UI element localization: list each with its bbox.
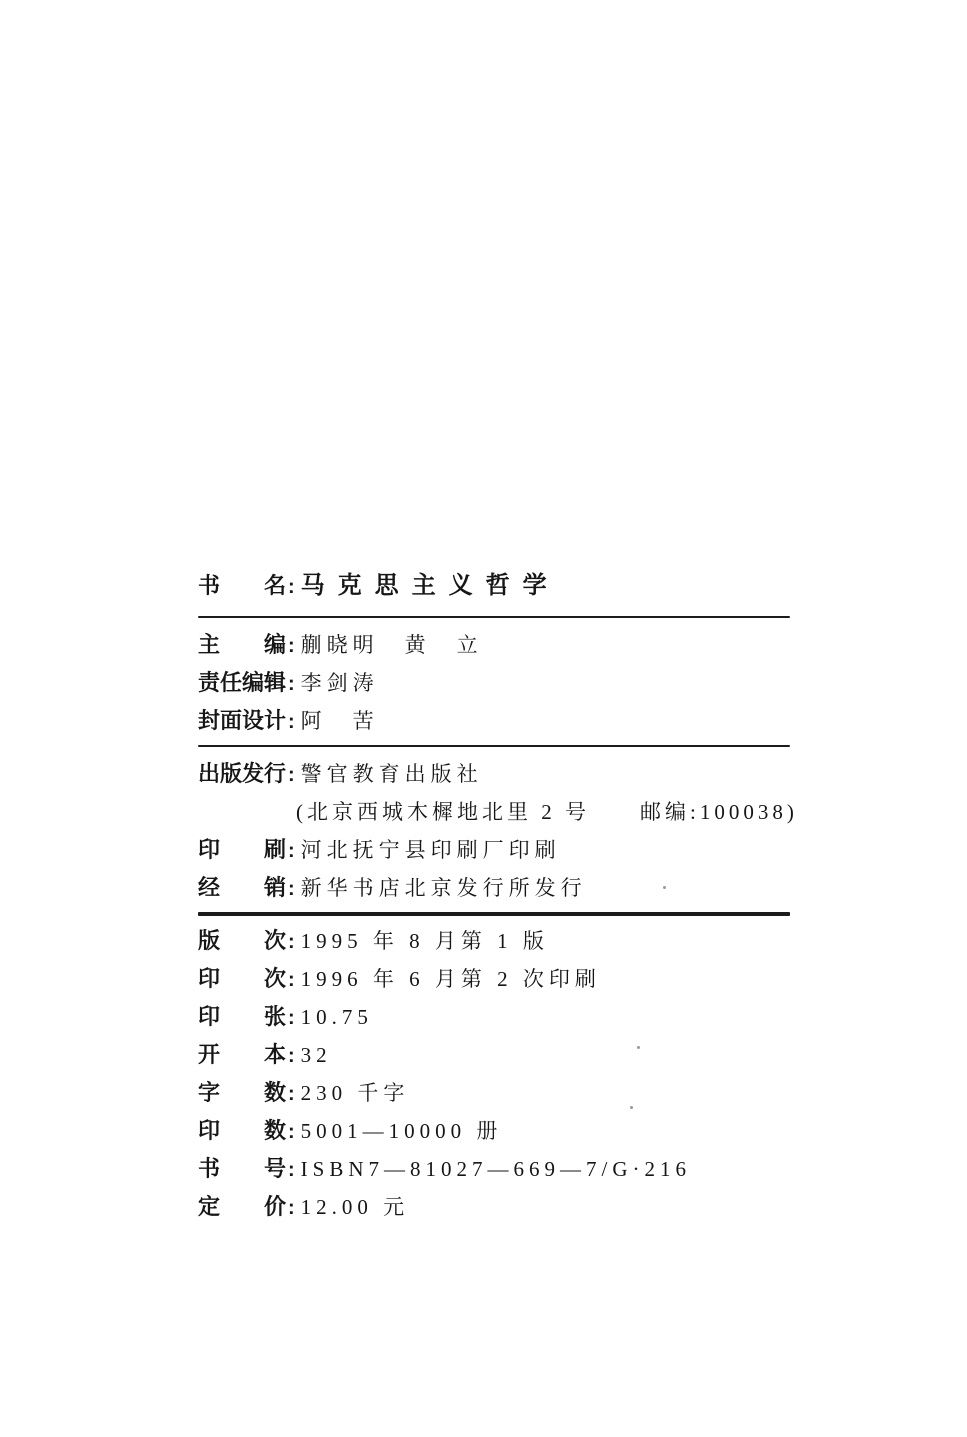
row-label: 版次 bbox=[198, 928, 286, 953]
label-colon: : bbox=[288, 1007, 295, 1029]
isbn-value: ISBN7—81027—669—7/G·216 bbox=[300, 1157, 692, 1181]
colophon-block bbox=[198, 572, 798, 1231]
row-edition bbox=[198, 927, 790, 955]
label-colon: : bbox=[288, 1121, 295, 1143]
publisher-address-value: (北京西城木樨地北里 2 号 邮编:100038) bbox=[296, 800, 798, 824]
label-colon: : bbox=[288, 1045, 295, 1067]
row-price bbox=[198, 1193, 790, 1221]
row-label: 书名 bbox=[198, 573, 286, 598]
print-run-value: 5001—10000 册 bbox=[300, 1119, 503, 1143]
edition-value: 1995 年 8 月第 1 版 bbox=[300, 929, 549, 953]
label-colon: : bbox=[288, 840, 295, 862]
distributor-value: 新华书店北京发行所发行 bbox=[300, 876, 587, 900]
book-title-value: 马克思主义哲学 bbox=[300, 573, 560, 599]
row-word-count bbox=[198, 1079, 790, 1107]
row-isbn bbox=[198, 1155, 790, 1183]
row-cover-designer bbox=[198, 707, 790, 735]
label-colon: : bbox=[288, 673, 295, 695]
row-label: 字数 bbox=[198, 1080, 286, 1105]
label-colon: : bbox=[288, 711, 295, 733]
row-publisher bbox=[198, 760, 790, 788]
row-label: 印刷 bbox=[198, 837, 286, 862]
separator-line-middle bbox=[198, 745, 790, 747]
scan-speck bbox=[630, 1106, 633, 1109]
separator-line-top bbox=[198, 616, 790, 618]
row-publisher-address bbox=[198, 798, 798, 826]
scan-speck bbox=[663, 886, 666, 889]
format-value: 32 bbox=[300, 1043, 332, 1067]
label-colon: : bbox=[288, 576, 295, 598]
row-label: 出版发行 bbox=[198, 761, 287, 786]
row-distributor bbox=[198, 874, 790, 902]
scan-speck bbox=[637, 1046, 640, 1049]
label-colon: : bbox=[288, 635, 295, 657]
row-book-title bbox=[198, 572, 790, 600]
printing-value: 1996 年 6 月第 2 次印刷 bbox=[300, 967, 601, 991]
row-label: 主编 bbox=[198, 632, 286, 657]
row-label: 开本 bbox=[198, 1042, 286, 1067]
label-colon: : bbox=[288, 764, 295, 786]
separator-line-bottom bbox=[198, 912, 790, 916]
responsible-editor-value: 李剑涛 bbox=[300, 671, 379, 695]
row-chief-editors bbox=[198, 631, 790, 659]
row-label: 印数 bbox=[198, 1118, 286, 1143]
row-label: 书号 bbox=[198, 1156, 286, 1181]
label-colon: : bbox=[288, 969, 295, 991]
row-print-run bbox=[198, 1117, 790, 1145]
printer-value: 河北抚宁县印刷厂印刷 bbox=[300, 838, 561, 862]
row-printed-sheets bbox=[198, 1003, 790, 1031]
row-label: 责任编辑 bbox=[198, 670, 287, 695]
row-label: 经销 bbox=[198, 875, 286, 900]
cover-designer-value: 阿 苦 bbox=[300, 709, 379, 733]
row-printer bbox=[198, 836, 790, 864]
row-label: 印次 bbox=[198, 966, 286, 991]
row-label: 印张 bbox=[198, 1004, 286, 1029]
label-colon: : bbox=[288, 878, 295, 900]
label-colon: : bbox=[288, 1197, 295, 1219]
label-colon: : bbox=[288, 1159, 295, 1181]
row-label: 定价 bbox=[198, 1194, 286, 1219]
row-responsible-editor bbox=[198, 669, 790, 697]
printed-sheets-value: 10.75 bbox=[300, 1005, 373, 1029]
row-printing bbox=[198, 965, 790, 993]
label-colon: : bbox=[288, 1083, 295, 1105]
label-colon: : bbox=[288, 931, 295, 953]
price-value: 12.00 元 bbox=[300, 1195, 410, 1219]
row-label: 封面设计 bbox=[198, 708, 287, 733]
publisher-value: 警官教育出版社 bbox=[300, 762, 483, 786]
row-format bbox=[198, 1041, 790, 1069]
chief-editors-value: 蒯晓明 黄 立 bbox=[300, 633, 483, 657]
word-count-value: 230 千字 bbox=[300, 1081, 410, 1105]
